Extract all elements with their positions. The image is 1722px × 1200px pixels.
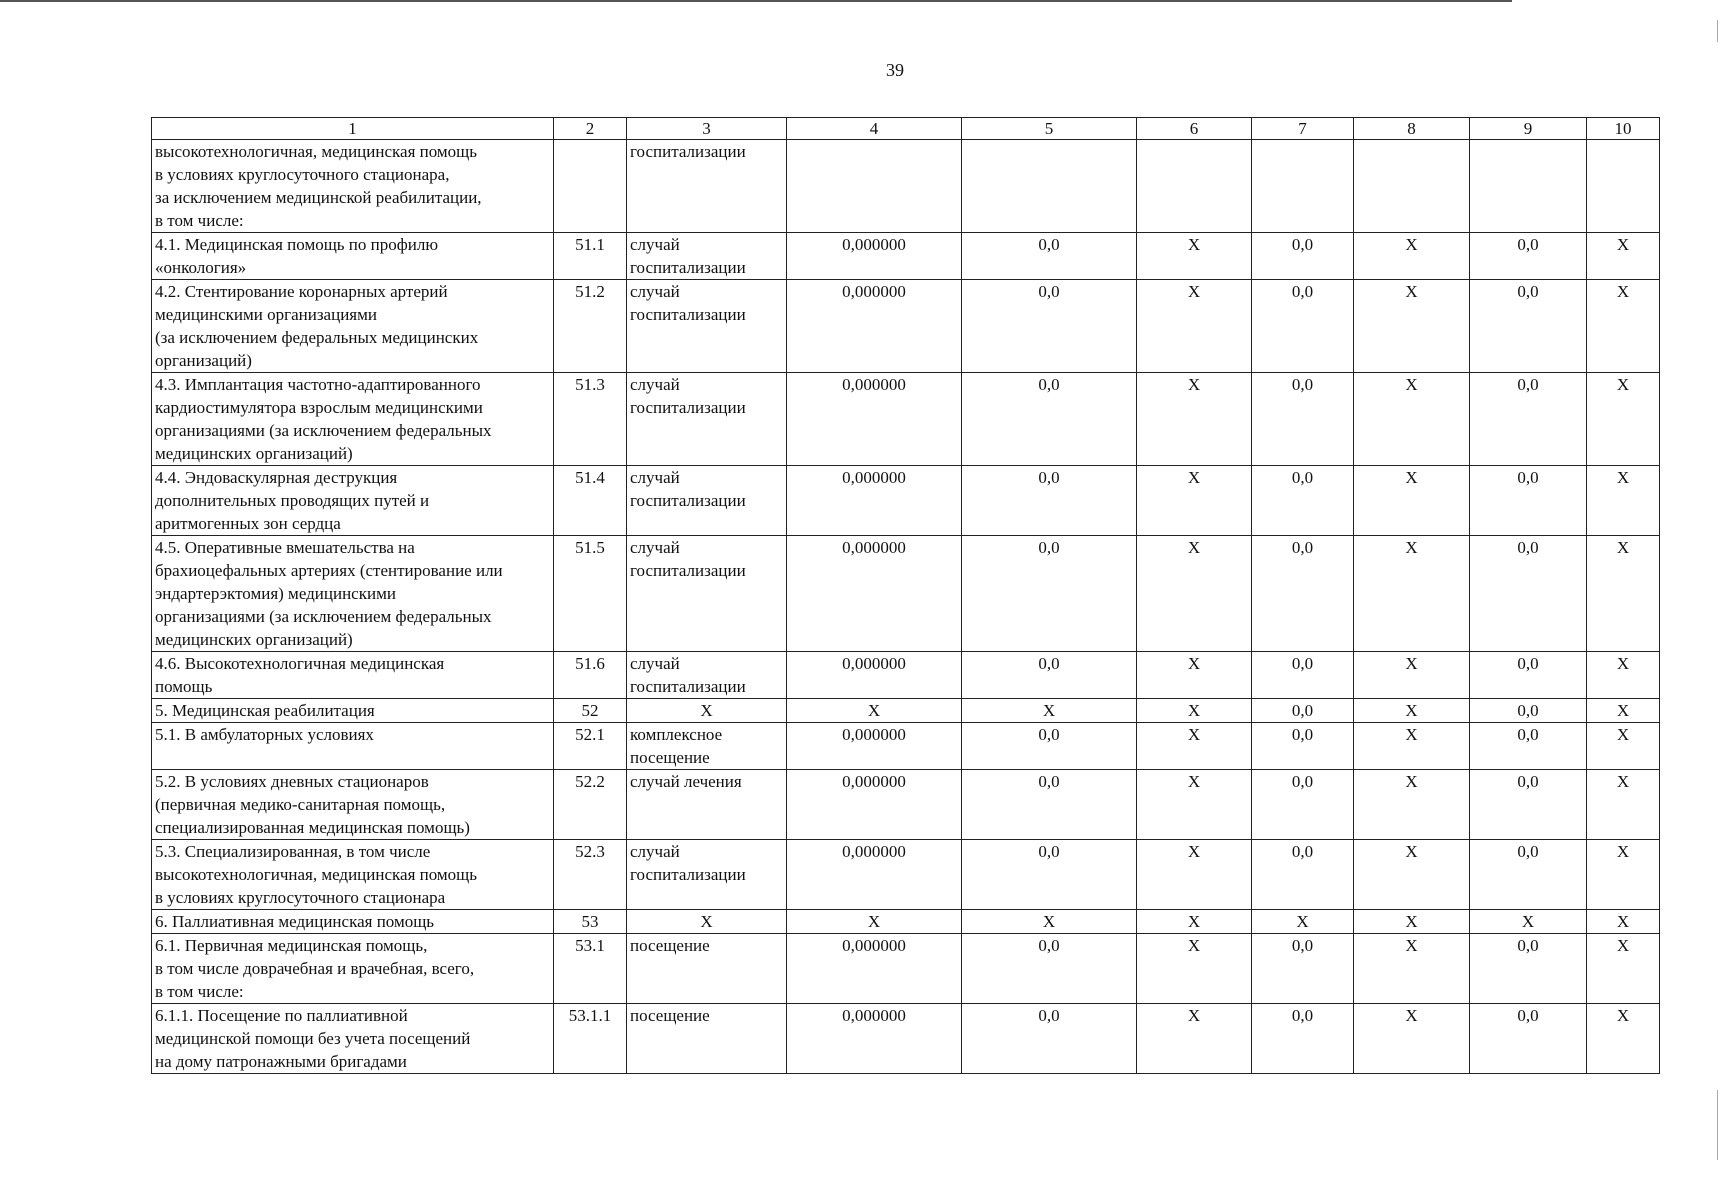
cell-value: Х xyxy=(1354,373,1470,466)
cell-value: Х xyxy=(1137,233,1252,280)
cell-value: 0,0 xyxy=(1470,373,1587,466)
cell-value: Х xyxy=(1252,910,1354,934)
row-code: 51.3 xyxy=(554,373,627,466)
row-unit: случай госпитализации xyxy=(627,280,787,373)
row-unit: случай лечения xyxy=(627,770,787,840)
column-header: 5 xyxy=(962,118,1137,140)
cell-value: Х xyxy=(1137,910,1252,934)
cell-value: 0,000000 xyxy=(787,840,962,910)
row-code: 51.1 xyxy=(554,233,627,280)
row-code: 51.6 xyxy=(554,652,627,699)
cell-value: 0,0 xyxy=(1252,466,1354,536)
column-header: 8 xyxy=(1354,118,1470,140)
table-row xyxy=(152,723,1660,770)
cell-value: Х xyxy=(1354,1004,1470,1074)
cell-value: Х xyxy=(787,699,962,723)
edge-mark xyxy=(1717,1090,1718,1160)
cell-value: Х xyxy=(1587,652,1660,699)
row-unit: случай госпитализации xyxy=(627,536,787,652)
cell-value: 0,0 xyxy=(1470,466,1587,536)
cell-value: 0,0 xyxy=(1252,840,1354,910)
cell-value: 0,0 xyxy=(1470,536,1587,652)
row-code xyxy=(554,140,627,233)
table-row xyxy=(152,934,1660,1004)
cell-value: Х xyxy=(1137,280,1252,373)
cell-value: 0,0 xyxy=(1252,280,1354,373)
row-unit: случай госпитализации xyxy=(627,840,787,910)
column-header: 10 xyxy=(1587,118,1660,140)
cell-value: Х xyxy=(1137,934,1252,1004)
cell-value: Х xyxy=(1354,910,1470,934)
column-header: 4 xyxy=(787,118,962,140)
table-row xyxy=(152,840,1660,910)
table-row xyxy=(152,910,1660,934)
row-code: 53.1.1 xyxy=(554,1004,627,1074)
cell-value: 0,0 xyxy=(1470,840,1587,910)
cell-value: 0,0 xyxy=(1470,723,1587,770)
column-header: 7 xyxy=(1252,118,1354,140)
cell-value xyxy=(1137,140,1252,233)
row-unit: случай госпитализации xyxy=(627,652,787,699)
cell-value: Х xyxy=(1354,699,1470,723)
table-row xyxy=(152,373,1660,466)
row-code: 51.2 xyxy=(554,280,627,373)
row-unit: госпитализации xyxy=(627,140,787,233)
cell-value: 0,0 xyxy=(962,280,1137,373)
row-name: 4.5. Оперативные вмешательства на брахиоцефальных артериях (стентирование или эндартерэктомия) медицинскими организациями (за исключением федеральных медицинских организаций) xyxy=(152,536,554,652)
row-name: 5.3. Специализированная, в том числе высокотехнологичная, медицинская помощь в условиях круглосуточного стационара xyxy=(152,840,554,910)
cell-value: 0,0 xyxy=(962,1004,1137,1074)
row-unit: случай госпитализации xyxy=(627,233,787,280)
row-unit: Х xyxy=(627,910,787,934)
cell-value: Х xyxy=(1587,723,1660,770)
row-name: 5.1. В амбулаторных условиях xyxy=(152,723,554,770)
table-row xyxy=(152,536,1660,652)
cell-value: 0,0 xyxy=(962,536,1137,652)
column-header: 1 xyxy=(152,118,554,140)
cell-value: Х xyxy=(1354,466,1470,536)
cell-value: 0,0 xyxy=(1252,536,1354,652)
cell-value: Х xyxy=(1354,840,1470,910)
row-code: 52 xyxy=(554,699,627,723)
cell-value: Х xyxy=(1354,280,1470,373)
cell-value: Х xyxy=(1587,373,1660,466)
row-code: 52.3 xyxy=(554,840,627,910)
column-header: 6 xyxy=(1137,118,1252,140)
cell-value: 0,0 xyxy=(1252,652,1354,699)
cell-value: 0,000000 xyxy=(787,770,962,840)
cell-value: Х xyxy=(1354,652,1470,699)
cell-value: Х xyxy=(1354,536,1470,652)
data-table xyxy=(151,117,1660,1074)
cell-value xyxy=(1354,140,1470,233)
cell-value: Х xyxy=(787,910,962,934)
cell-value: Х xyxy=(1137,840,1252,910)
cell-value: 0,000000 xyxy=(787,536,962,652)
row-name: 4.6. Высокотехнологичная медицинская помощь xyxy=(152,652,554,699)
column-header: 9 xyxy=(1470,118,1587,140)
cell-value: 0,0 xyxy=(962,373,1137,466)
cell-value: 0,000000 xyxy=(787,373,962,466)
row-unit: случай госпитализации xyxy=(627,373,787,466)
row-name: 5.2. В условиях дневных стационаров (первичная медико-санитарная помощь, специализированная медицинская помощь) xyxy=(152,770,554,840)
cell-value: 0,0 xyxy=(962,770,1137,840)
cell-value: 0,000000 xyxy=(787,233,962,280)
cell-value: Х xyxy=(1137,466,1252,536)
cell-value: 0,0 xyxy=(1470,1004,1587,1074)
cell-value: Х xyxy=(1137,652,1252,699)
cell-value: Х xyxy=(1137,1004,1252,1074)
cell-value: 0,0 xyxy=(1470,233,1587,280)
row-code: 51.4 xyxy=(554,466,627,536)
cell-value: Х xyxy=(962,910,1137,934)
cell-value: 0,0 xyxy=(1470,280,1587,373)
cell-value: 0,0 xyxy=(962,934,1137,1004)
column-header: 2 xyxy=(554,118,627,140)
cell-value: Х xyxy=(1137,536,1252,652)
row-code: 51.5 xyxy=(554,536,627,652)
cell-value: 0,0 xyxy=(1470,770,1587,840)
cell-value: 0,000000 xyxy=(787,466,962,536)
cell-value: 0,000000 xyxy=(787,723,962,770)
cell-value: 0,0 xyxy=(962,840,1137,910)
cell-value: Х xyxy=(1470,910,1587,934)
cell-value xyxy=(1587,140,1660,233)
cell-value: 0,0 xyxy=(1470,699,1587,723)
table-row xyxy=(152,140,1660,233)
row-code: 52.2 xyxy=(554,770,627,840)
cell-value: Х xyxy=(1587,770,1660,840)
cell-value: 0,0 xyxy=(1470,934,1587,1004)
cell-value: 0,0 xyxy=(962,233,1137,280)
edge-mark xyxy=(1717,20,1718,42)
row-name: 6.1.1. Посещение по паллиативной медицинской помощи без учета посещений на дому патронажными бригадами xyxy=(152,1004,554,1074)
table-body xyxy=(152,140,1660,1074)
cell-value: Х xyxy=(1354,723,1470,770)
cell-value: Х xyxy=(1137,699,1252,723)
cell-value: 0,000000 xyxy=(787,280,962,373)
row-unit: случай госпитализации xyxy=(627,466,787,536)
row-name: 4.2. Стентирование коронарных артерий медицинскими организациями (за исключением федеральных медицинских организаций) xyxy=(152,280,554,373)
cell-value xyxy=(1252,140,1354,233)
row-name: 4.1. Медицинская помощь по профилю «онкология» xyxy=(152,233,554,280)
cell-value: Х xyxy=(1137,723,1252,770)
row-name: высокотехнологичная, медицинская помощь в условиях круглосуточного стационара, за исключением медицинской реабилитации, в том числе: xyxy=(152,140,554,233)
top-rule xyxy=(0,0,1512,2)
table-row xyxy=(152,233,1660,280)
cell-value: Х xyxy=(1137,373,1252,466)
cell-value: 0,0 xyxy=(1252,373,1354,466)
cell-value: Х xyxy=(1354,770,1470,840)
row-name: 6.1. Первичная медицинская помощь, в том числе доврачебная и врачебная, всего, в том числе: xyxy=(152,934,554,1004)
cell-value: Х xyxy=(1587,699,1660,723)
cell-value: Х xyxy=(1587,466,1660,536)
row-code: 53.1 xyxy=(554,934,627,1004)
cell-value: 0,0 xyxy=(1252,770,1354,840)
row-code: 52.1 xyxy=(554,723,627,770)
cell-value: Х xyxy=(1137,770,1252,840)
cell-value: Х xyxy=(1587,910,1660,934)
cell-value xyxy=(962,140,1137,233)
cell-value: Х xyxy=(1354,233,1470,280)
table-row xyxy=(152,1004,1660,1074)
table-row xyxy=(152,770,1660,840)
cell-value: 0,0 xyxy=(1252,699,1354,723)
column-header: 3 xyxy=(627,118,787,140)
row-name: 5. Медицинская реабилитация xyxy=(152,699,554,723)
row-unit: посещение xyxy=(627,1004,787,1074)
cell-value: Х xyxy=(1587,1004,1660,1074)
table-row xyxy=(152,699,1660,723)
cell-value: 0,0 xyxy=(962,723,1137,770)
table-row xyxy=(152,652,1660,699)
cell-value: Х xyxy=(962,699,1137,723)
row-unit: посещение xyxy=(627,934,787,1004)
cell-value: 0,0 xyxy=(1252,723,1354,770)
row-name: 4.4. Эндоваскулярная деструкция дополнительных проводящих путей и аритмогенных зон сердца xyxy=(152,466,554,536)
cell-value: Х xyxy=(1587,840,1660,910)
cell-value: 0,0 xyxy=(1252,233,1354,280)
cell-value: 0,0 xyxy=(1252,934,1354,1004)
cell-value: 0,0 xyxy=(1470,652,1587,699)
row-name: 4.3. Имплантация частотно-адаптированного кардиостимулятора взрослым медицинскими организациями (за исключением федеральных медицинских организаций) xyxy=(152,373,554,466)
row-name: 6. Паллиативная медицинская помощь xyxy=(152,910,554,934)
cell-value: Х xyxy=(1587,536,1660,652)
cell-value: Х xyxy=(1354,934,1470,1004)
cell-value: Х xyxy=(1587,233,1660,280)
cell-value: 0,000000 xyxy=(787,934,962,1004)
cell-value xyxy=(1470,140,1587,233)
cell-value: 0,0 xyxy=(962,466,1137,536)
cell-value: Х xyxy=(1587,280,1660,373)
cell-value: 0,000000 xyxy=(787,1004,962,1074)
page-number: 39 xyxy=(886,60,904,80)
table-row xyxy=(152,280,1660,373)
row-unit: комплексное посещение xyxy=(627,723,787,770)
row-unit: Х xyxy=(627,699,787,723)
cell-value: 0,0 xyxy=(1252,1004,1354,1074)
cell-value: 0,000000 xyxy=(787,652,962,699)
row-code: 53 xyxy=(554,910,627,934)
table-header xyxy=(152,118,1660,140)
table-row xyxy=(152,466,1660,536)
cell-value: Х xyxy=(1587,934,1660,1004)
cell-value xyxy=(787,140,962,233)
cell-value: 0,0 xyxy=(962,652,1137,699)
